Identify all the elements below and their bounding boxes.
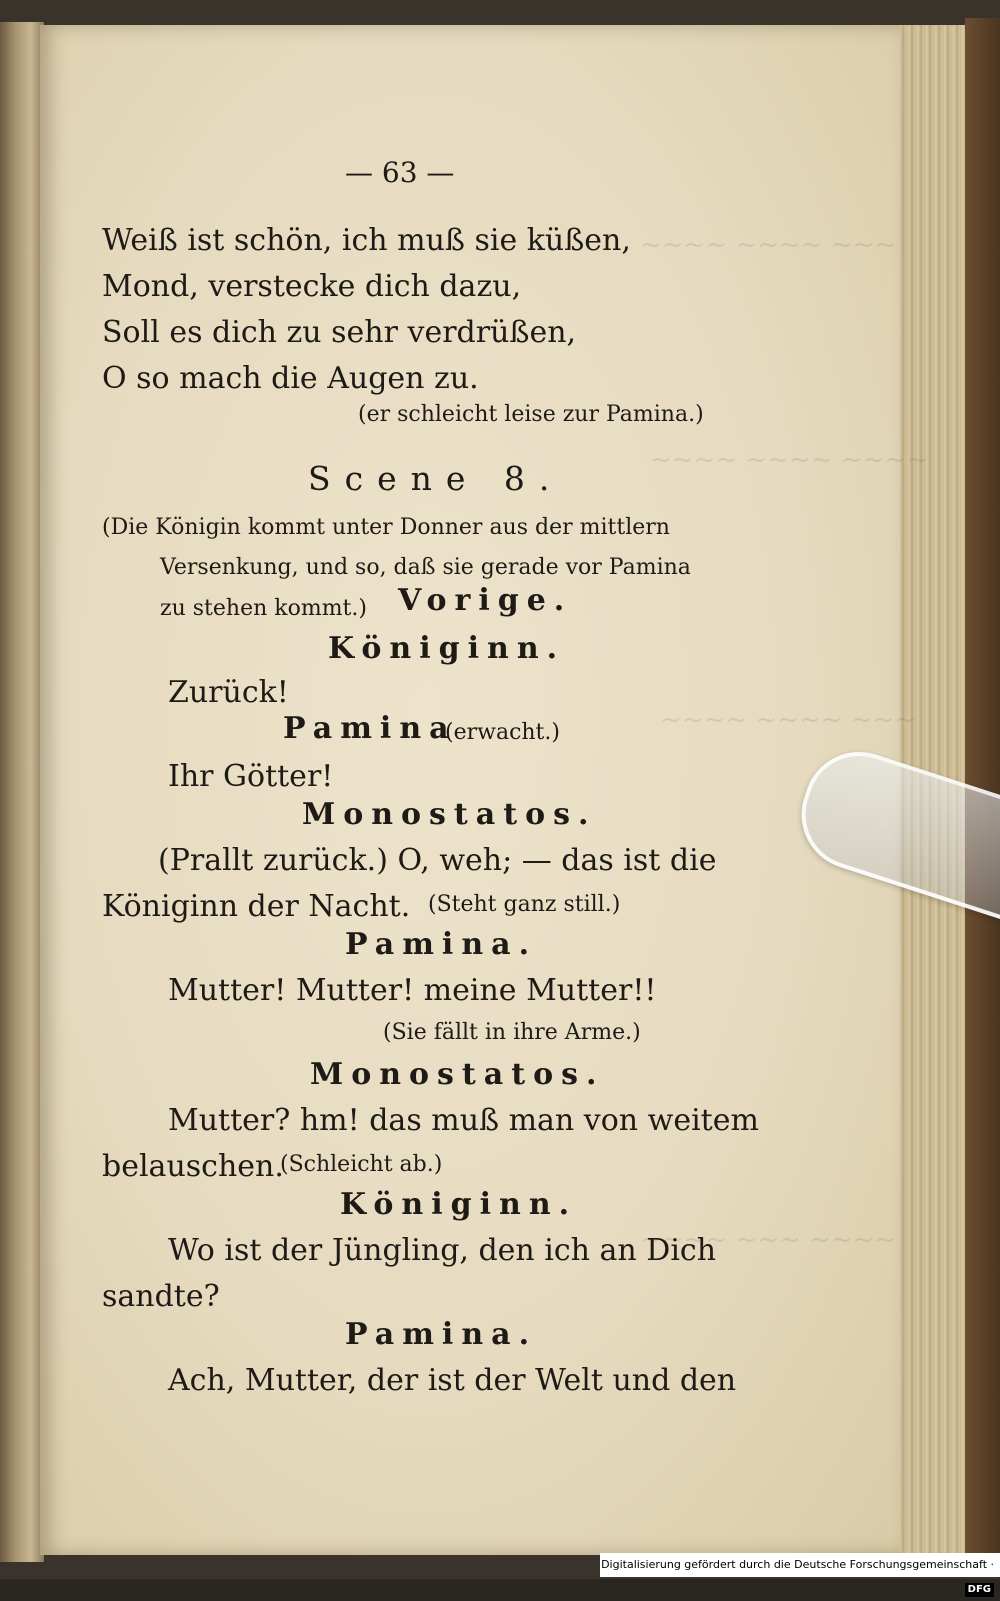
dialogue-line: sandte? (102, 1279, 220, 1314)
bleed-through-text: ~~~~ ~~~~ ~~~ (640, 230, 897, 260)
speaker-name: Königinn. (340, 1187, 578, 1222)
dialogue-line: (Prallt zurück.) O, weh; — das ist die (158, 843, 717, 878)
book-left-edge (0, 22, 44, 1562)
speaker-name: Pamina. (345, 927, 538, 962)
stage-direction: (er schleicht leise zur Pamina.) (358, 402, 704, 427)
character-list: Vorige. (398, 583, 573, 618)
speaker-name: Monostatos. (302, 797, 597, 832)
dfg-logo: DFG (965, 1583, 994, 1597)
dialogue-line: belauschen. (102, 1149, 284, 1184)
bleed-through-text: ~~~~ ~~~~ ~~~~ (650, 445, 928, 475)
stage-direction: Versenkung, und so, daß sie gerade vor Pamina (160, 555, 691, 580)
verse-line: O so mach die Augen zu. (102, 361, 479, 396)
verse-line: Soll es dich zu sehr verdrüßen, (102, 315, 577, 350)
verse-line: Mond, verstecke dich dazu, (102, 269, 522, 304)
bleed-through-text: ~~~~ ~~~ ~~~~ (640, 1225, 897, 1255)
stage-direction: (Schleicht ab.) (280, 1152, 443, 1177)
speaker-name: Pamina (283, 711, 457, 746)
scene-heading: Scene 8. (308, 459, 564, 498)
dialogue-line: Mutter! Mutter! meine Mutter!! (168, 973, 657, 1008)
dialogue-line: Zurück! (168, 675, 289, 710)
stage-direction: (Steht ganz still.) (428, 892, 621, 917)
digitization-credit (600, 1553, 1000, 1595)
dialogue-line: Wo ist der Jüngling, den ich an Dich (168, 1233, 717, 1268)
page-text (40, 25, 900, 1555)
bleed-through-text: ~~~~ ~~~~ ~~~ (660, 705, 917, 735)
page-number: — 63 — (345, 156, 455, 189)
dialogue-line: Mutter? hm! das muß man von weitem (168, 1103, 759, 1138)
book-page (40, 25, 928, 1555)
dialogue-line: Ihr Götter! (168, 759, 334, 794)
verse-line: Weiß ist schön, ich muß sie küßen, (102, 223, 631, 258)
credit-text: Digitalisierung gefördert durch die Deutsche Forschungsgemeinschaft · (601, 1558, 994, 1571)
dialogue-line: Königinn der Nacht. (102, 889, 411, 924)
speaker-name: Monostatos. (310, 1057, 605, 1092)
stage-direction: (Die Königin kommt unter Donner aus der mittlern (102, 515, 670, 540)
speaker-name: Königinn. (328, 631, 566, 666)
dialogue-line: Ach, Mutter, der ist der Welt und den (168, 1363, 737, 1398)
speaker-name: Pamina. (345, 1317, 538, 1352)
stage-direction: (Sie fällt in ihre Arme.) (383, 1020, 641, 1045)
stage-direction: zu stehen kommt.) (160, 596, 367, 621)
stage-direction: (erwacht.) (445, 720, 560, 745)
